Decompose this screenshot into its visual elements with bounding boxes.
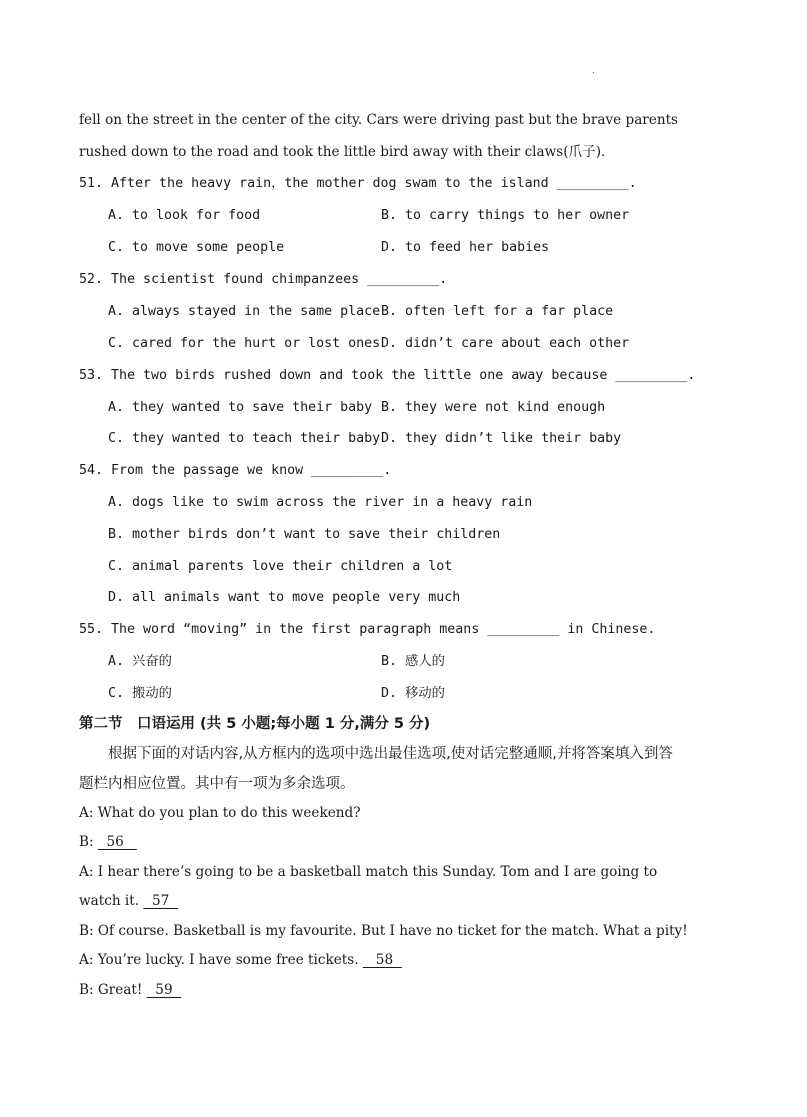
- section-heading: 第二节 口语运用 (共 5 小题;每小题 1 分,满分 5 分): [79, 716, 431, 732]
- option-d: D. they didn’t like their baby: [381, 431, 622, 446]
- dialogue-line: B: Great! 59: [79, 982, 182, 998]
- answer-blank-58[interactable]: 58: [362, 952, 402, 968]
- option-d: D. 移动的: [381, 686, 445, 701]
- dialogue-line: A: I hear there’s going to be a basketball match this Sunday. Tom and I are going to: [79, 864, 658, 880]
- option-a: A. dogs like to swim across the river in a heavy rain: [108, 495, 533, 510]
- page-mark: .: [592, 66, 595, 76]
- answer-blank-57[interactable]: 57: [143, 893, 178, 909]
- option-b: B. to carry things to her owner: [381, 208, 630, 223]
- option-b: B. 感人的: [381, 654, 445, 669]
- option-c: C. 搬动的: [108, 686, 172, 701]
- option-c: C. to move some people: [108, 240, 285, 255]
- question-stem: 54. From the passage we know _________.: [79, 463, 392, 478]
- option-a: A. to look for food: [108, 208, 261, 223]
- dialogue-line: A: What do you plan to do this weekend?: [79, 805, 361, 821]
- dialogue-line: watch it. 57: [79, 893, 178, 909]
- option-d: D. to feed her babies: [381, 240, 550, 255]
- question-stem: 52. The scientist found chimpanzees _________.: [79, 272, 448, 287]
- dialogue-line: A: You’re lucky. I have some free tickets. 58: [79, 952, 402, 968]
- option-a: A. they wanted to save their baby: [108, 400, 373, 415]
- passage-line-2: rushed down to the road and took the little bird away with their claws(爪子).: [79, 144, 606, 160]
- option-c: C. cared for the hurt or lost ones: [108, 336, 381, 351]
- answer-blank-56[interactable]: 56: [97, 834, 137, 850]
- question-stem: 51. After the heavy rain，the mother dog swam to the island _________.: [79, 176, 637, 191]
- dialogue-line: B: 56: [79, 834, 137, 850]
- answer-blank-59[interactable]: 59: [146, 982, 182, 998]
- question-stem: 53. The two birds rushed down and took the little one away because _________.: [79, 368, 696, 383]
- dialogue-line: B: Of course. Basketball is my favourite. But I have no ticket for the match. What a pity!: [79, 923, 688, 939]
- option-d: D. all animals want to move people very much: [108, 590, 461, 605]
- option-b: B. they were not kind enough: [381, 400, 606, 415]
- option-b: B. mother birds don’t want to save their children: [108, 527, 501, 542]
- option-b: B. often left for a far place: [381, 304, 614, 319]
- instruction-line-2: 题栏内相应位置。其中有一项为多余选项。: [79, 776, 355, 792]
- option-a: A. always stayed in the same place: [108, 304, 381, 319]
- option-a: A. 兴奋的: [108, 654, 172, 669]
- instruction-line-1: 根据下面的对话内容,从方框内的选项中选出最佳选项,使对话完整通顺,并将答案填入到答: [108, 746, 673, 762]
- option-c: C. they wanted to teach their baby: [108, 431, 381, 446]
- option-d: D. didn’t care about each other: [381, 336, 630, 351]
- passage-line-1: fell on the street in the center of the city. Cars were driving past but the brave parents: [79, 112, 679, 128]
- option-c: C. animal parents love their children a lot: [108, 559, 453, 574]
- question-stem: 55. The word “moving” in the first paragraph means _________ in Chinese.: [79, 622, 656, 637]
